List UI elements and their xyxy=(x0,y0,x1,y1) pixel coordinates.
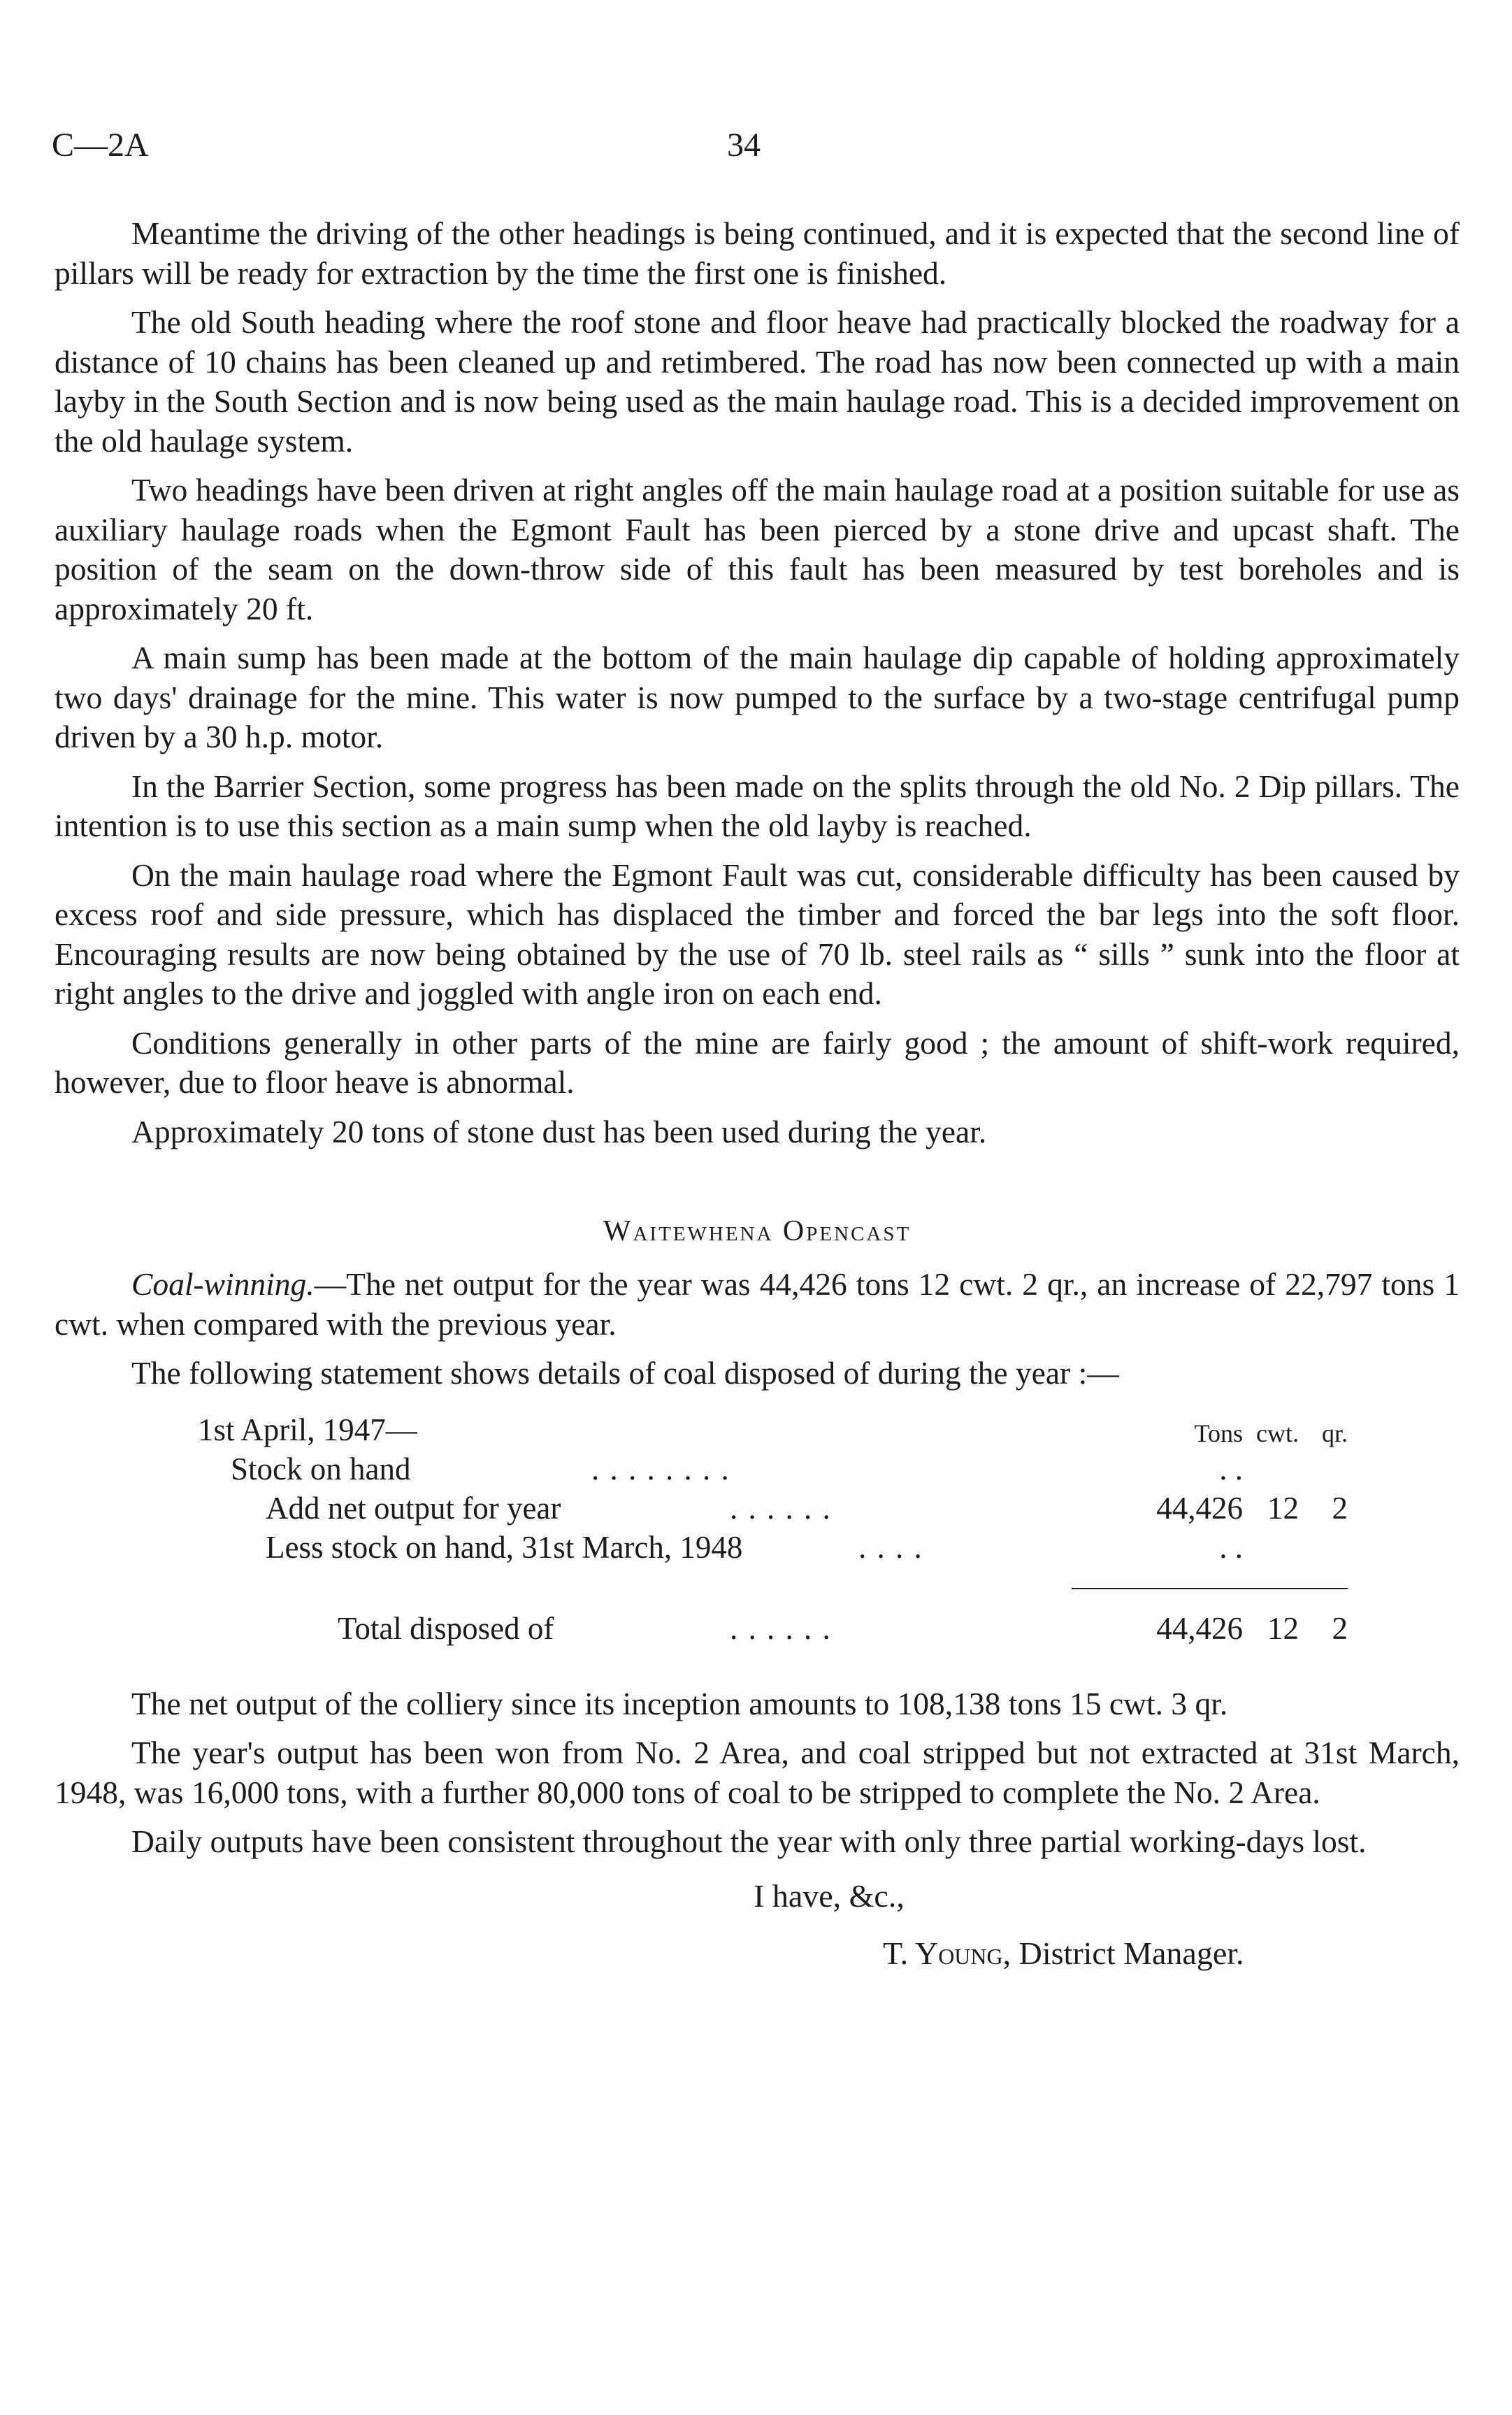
page-number: 34 xyxy=(727,127,761,164)
coal-winning-paragraph xyxy=(55,1265,1460,1344)
leader-dots: . . . . . . xyxy=(730,1490,832,1526)
salutation: I have, &c., xyxy=(754,1877,905,1914)
statement-row-stock-on-hand xyxy=(55,1451,1460,1490)
document-code: C—2A xyxy=(52,127,149,164)
signature-name: T. Young, xyxy=(883,1935,1011,1971)
closing-block xyxy=(55,1877,1460,1982)
page-header xyxy=(52,126,1460,168)
value-qr: 2 xyxy=(1332,1490,1348,1526)
paragraph-6: On the main haulage road where the Egmont Fault was cut, considerable difficulty has been caused by excess roof and side pressure, which has displaced the timber and forced the bar legs into the soft floor. Encouraging results are now being obtained by the use of 70 lb. steel rails as “ sills ” sunk into the floor at right angles to the drive and joggled with angle iron on each end. xyxy=(55,857,1460,1011)
col-header-qr: qr. xyxy=(1321,1419,1348,1447)
total-rule xyxy=(1072,1588,1348,1589)
paragraph-3: Two headings have been driven at right angles off the main haulage road at a position suitable for use as auxiliary haulage roads when the Egmont Fault has been pierced by a stone drive and upcast shaft. The position of the seam on the down-throw side of this fault has been measured by test boreholes and is approximately 20 ft. xyxy=(55,472,1460,626)
row-label: Add net output for year xyxy=(266,1490,561,1526)
statement-date: 1st April, 1947— xyxy=(198,1412,417,1447)
statement-row-add-net-output xyxy=(55,1490,1460,1529)
signature-title: District Manager. xyxy=(1018,1935,1244,1971)
paragraph-1: Meantime the driving of the other headings is being continued, and it is expected that the second line of pillars will be ready for extraction by the time the first one is finished. xyxy=(55,215,1460,291)
paragraph-8: Approximately 20 tons of stone dust has been used during the year. xyxy=(131,1113,987,1149)
row-value: . . xyxy=(1219,1451,1243,1486)
row-label: Total disposed of xyxy=(338,1610,554,1646)
statement-header-row xyxy=(55,1412,1460,1451)
coal-winning-label: Coal-winning. xyxy=(131,1266,315,1302)
value-tons: 44,426 xyxy=(1156,1490,1243,1526)
statement-rule-row xyxy=(55,1568,1460,1610)
row-value: . . xyxy=(1219,1529,1243,1565)
paragraph-daily-outputs: Daily outputs have been consistent throughout the year with only three partial working-days lost. xyxy=(131,1823,1367,1859)
paragraph-net-output: The net output of the colliery since its inception amounts to 108,138 tons 15 cwt. 3 qr. xyxy=(131,1685,1228,1721)
body-text xyxy=(55,214,1460,1982)
statement-row-total xyxy=(55,1610,1460,1649)
paragraph-4: A main sump has been made at the bottom of the main haulage dip capable of holding approximately two days' drainage for the mine. This water is now pumped to the surface by a two-stage centrifugal pump driven by a 30 h.p. motor. xyxy=(55,640,1460,754)
col-header-tons: Tons xyxy=(1194,1419,1243,1447)
paragraph-years-output: The year's output has been won from No. 2 Area, and coal stripped but not extracted at 31st March, 1948, was 16,000 tons, with a further 80,000 tons of coal to be stripped to complete the No. 2 Area. xyxy=(55,1735,1460,1810)
row-label: Stock on hand xyxy=(231,1451,411,1486)
paragraph-7: Conditions generally in other parts of the mine are fairly good ; the amount of shift-work required, however, due to floor heave is abnormal. xyxy=(55,1024,1460,1100)
statement-row-less-stock xyxy=(55,1529,1460,1568)
leader-dots: . . . . xyxy=(858,1529,923,1565)
value-cwt: 12 xyxy=(1267,1610,1299,1646)
value-cwt: 12 xyxy=(1267,1490,1299,1526)
col-header-cwt: cwt. xyxy=(1256,1419,1299,1447)
value-qr: 2 xyxy=(1332,1610,1348,1646)
coal-statement-table xyxy=(55,1412,1460,1649)
paragraph-5: In the Barrier Section, some progress has been made on the splits through the old No. 2 Dip pillars. The intention is to use this section as a main sump when the old layby is reached. xyxy=(55,768,1460,843)
section-heading: Waitewhena Opencast xyxy=(603,1215,912,1247)
row-label: Less stock on hand, 31st March, 1948 xyxy=(266,1529,743,1565)
paragraph-2: The old South heading where the roof stone and floor heave had practically blocked the roadway for a distance of 10 chains has been cleaned up and retimbered. The road has now been connected up with a main layby in the South Section and is now being used as the main haulage road. This is a decided improvement on the old haulage system. xyxy=(55,304,1460,459)
signature xyxy=(883,1935,1244,1972)
leader-dots: . . . . . . xyxy=(730,1610,832,1646)
coal-winning-text: —The net output for the year was 44,426 tons 12 cwt. 2 qr., an increase of 22,797 tons 1 cwt. when compared with the previous year. xyxy=(55,1266,1460,1342)
statement-intro: The following statement shows details of coal disposed of during the year :— xyxy=(131,1355,1119,1391)
leader-dots: . . . . . . . . xyxy=(591,1451,730,1486)
value-tons: 44,426 xyxy=(1156,1610,1243,1646)
